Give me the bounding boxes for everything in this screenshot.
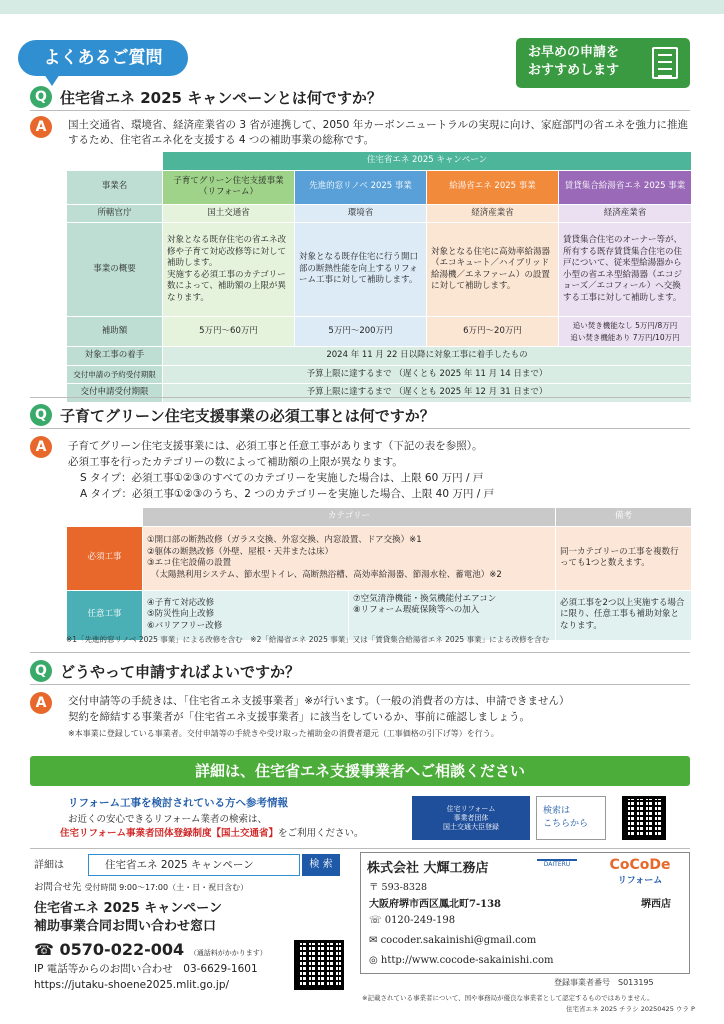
answer-2-line: 子育てグリーン住宅支援事業には、必須工事と任意工事があります（下記の表を参照）。 [68, 440, 483, 452]
optional-item: ⑥バリアフリー改修 [147, 620, 223, 631]
answer-3-line: 交付申請等の手続きは、「住宅省エネ支援事業者」※が行います。（一般の消費者の方は、申請できません） [68, 695, 570, 707]
row-label: 対象工事の着手 [67, 347, 163, 366]
center-name-1: 住宅省エネ 2025 キャンペーン [34, 901, 222, 916]
program-name: 給湯省エネ 2025 事業 [427, 170, 559, 204]
question-1: 住宅省エネ 2025 キャンペーンとは何ですか？ [60, 89, 382, 107]
required-note: 同一カテゴリーの工事を複数行っても1つと数えます。 [556, 526, 692, 590]
question-3: どうやって申請すればよいですか？ [60, 663, 301, 681]
early-apply-text: お早めの申請を おすすめします [528, 45, 620, 78]
divider [30, 652, 690, 653]
row-label: 補助額 [67, 317, 163, 347]
ip-label: IP 電話等からのお問い合わせ [34, 963, 173, 975]
branch-name: 堺西店 [641, 899, 671, 910]
amount: 追い焚き機能なし 5万円/8万円 追い焚き機能あり 7万円/10万円 [559, 317, 692, 347]
answer-1: 国土交通省、環境省、経済産業省の 3 省が連携して、2050 年カーボンニュートラルの実現に向け、家庭部門の省エネを強力に推進するため、住宅省エネ化を支援する 4 つの補助事業の総称です。 [68, 119, 688, 146]
phone-line [34, 940, 267, 963]
divider [30, 428, 690, 429]
campaign-header: 住宅省エネ 2025 キャンペーン [163, 152, 692, 171]
required-item: ①開口部の断熱改修（ガラス交換、外窓交換、内窓設置、ドア交換）※1 [147, 535, 422, 545]
summary: 対象となる既存住宅に行う開口部の断熱性能を向上するリフォーム工事に対して補助します。 [295, 223, 427, 317]
row-label: 交付申請の予約受付期限 [67, 365, 163, 384]
document-code: 住宅省エネ 2025 チラシ 20250425 ウラ P [566, 1005, 695, 1013]
start-condition: 2024 年 11 月 22 日以降に対象工事に着手したもの [163, 347, 692, 366]
q-icon: Q [30, 86, 52, 108]
a-icon: A [30, 116, 52, 138]
optional-item: ④子育て対応改修 [147, 597, 215, 608]
summary: 対象となる既存住宅の省エネ改修や子育て対応改修等に対して補助します。 実施する必須工事のカテゴリー数によって、補助額の上限が異なります。 [163, 223, 295, 317]
phone-icon: ☎ [34, 940, 54, 959]
campaign-url[interactable]: https://jutaku-shoene2025.mlit.go.jp/ [34, 979, 230, 991]
faq-title: よくあるご質問 [18, 40, 188, 76]
answer-2-line: A タイプ：必須工事①②③のうち、2 つのカテゴリーを実施した場合、上限 40 万円 / 戸 [80, 488, 495, 500]
early-apply-badge [516, 38, 690, 88]
qr-code[interactable] [622, 796, 666, 840]
required-item: ②躯体の断熱改修（外壁、屋根・天井または床） [147, 546, 334, 557]
required-item: （太陽熱利用システム、節水型トイレ、高断熱浴槽、高効率給湯器、節湯水栓、蓄電池）※2 [151, 569, 502, 580]
q-icon: Q [30, 404, 52, 426]
q-icon: Q [30, 660, 52, 682]
web-url[interactable]: http://www.cocode-sakainishi.com [380, 955, 554, 966]
required-items [143, 526, 556, 590]
detail-label: 詳細は [34, 860, 64, 871]
note-header: 備考 [556, 508, 692, 527]
answer-3-note: ※本事業に登録している事業者。交付申請等の手続きや受け取った補助金の消費者還元（工事価格の引下げ等）を行う。 [68, 729, 499, 738]
summary: 賃貸集合住宅のオーナー等が、所有する既存賃貸集合住宅の住戸について、従来型給湯器から小型の省エネ型給湯器（エコジョーズ／エコフィール）へ交換する工事に対して補助します。 [559, 223, 692, 317]
optional-item: ⑦空気清浄機能・換気機能付エアコン [353, 593, 497, 604]
ministry: 国土交通省 [163, 204, 295, 223]
document-icon [652, 47, 678, 79]
required-item: ③エコ住宅設備の設置 [147, 558, 232, 568]
row-label: 所轄官庁 [67, 204, 163, 223]
brand-sub: リフォーム [617, 876, 663, 886]
top-band [0, 0, 724, 14]
program-name: 先進的窓リノベ 2025 事業 [295, 170, 427, 204]
optional-item: ⑤防災性向上改修 [147, 609, 215, 620]
phone-icon: ☏ [369, 915, 382, 926]
reform-logo [412, 796, 530, 840]
company-address: 大阪府堺市西区鳳北町7-138 [369, 899, 501, 910]
answer-3-line: 契約を締結する事業者が「住宅省エネ支援事業者」に該当をしているか、事前に確認しましょう。 [68, 711, 530, 723]
reg-number: 登録事業者番号 S013195 [554, 978, 654, 987]
hours-label: お問合せ先 [34, 882, 82, 893]
ministry: 環境省 [295, 204, 427, 223]
ip-number[interactable]: 03-6629-1601 [183, 963, 258, 975]
center-name [34, 900, 222, 936]
program-name: 子育てグリーン住宅支援事業（リフォーム） [163, 170, 295, 204]
brand-logo [597, 857, 683, 897]
row-label: 事業名 [67, 170, 163, 204]
free-dial [369, 915, 455, 926]
free-dial-number[interactable]: 0120-249-198 [384, 915, 456, 926]
ip-phone [34, 962, 258, 977]
company-zip: 〒 593-8328 [369, 882, 428, 893]
phone-number[interactable]: 0570-022-004 [59, 940, 185, 959]
ministry: 経済産業省 [559, 204, 692, 223]
search-input[interactable]: 住宅省エネ 2025 キャンペーン [88, 854, 300, 876]
company-email [369, 935, 536, 946]
optional-items-right [349, 590, 556, 640]
ministry: 経済産業省 [427, 204, 559, 223]
category-header: カテゴリー [143, 508, 556, 527]
reform-line1: お近くの安心できるリフォーム業者の検索は、 [68, 814, 268, 825]
reserve-deadline: 予算上限に達するまで （遅くとも 2025 年 11 月 14 日まで） [163, 365, 692, 384]
amount: 5万円〜200万円 [295, 317, 427, 347]
qr-code[interactable] [294, 940, 344, 990]
company-name: 株式会社 大輝工務店 [367, 861, 489, 876]
center-name-2: 補助事業合同お問い合わせ窓口 [34, 919, 217, 934]
mail-icon: ✉ [369, 935, 378, 946]
program-name: 賃貸集合給湯省エネ 2025 事業 [559, 170, 692, 204]
amount: 5万円〜60万円 [163, 317, 295, 347]
a-icon: A [30, 436, 52, 458]
brand-name: CoCoDe [609, 857, 671, 873]
reform-title: リフォーム工事を検討されている方へ参考情報 [68, 797, 288, 809]
divider [30, 110, 690, 111]
amount: 6万円〜20万円 [427, 317, 559, 347]
reform-line2-text: をご利用ください。 [278, 828, 364, 839]
optional-item: ⑧リフォーム瑕疵保険等への加入 [353, 605, 480, 615]
works-table [66, 507, 692, 641]
contact-hours [34, 880, 248, 895]
campaign-table [66, 151, 692, 403]
disclaimer: ※記載されている事業者について、国や事務局が優良な事業者として認定するものではありません。 [362, 994, 654, 1002]
a-icon: A [30, 692, 52, 714]
company-logo: DAITERU [537, 859, 577, 881]
row-label: 交付申請受付期限 [67, 384, 163, 403]
phone-note: （通話料がかかります） [189, 949, 267, 957]
application-deadline: 予算上限に達するまで （遅くとも 2025 年 12 月 31 日まで） [163, 384, 692, 403]
divider [30, 684, 690, 685]
optional-note: 必須工事を2つ以上実施する場合に限り、任意工事も補助対象となります。 [556, 590, 692, 640]
reform-line2 [60, 826, 364, 841]
divider [30, 848, 690, 849]
reform-logo-text: 住宅リフォーム 事業者団体 国土交通大臣登録 [443, 805, 499, 831]
consult-banner: 詳細は、住宅省エネ支援事業者へご相談ください [30, 756, 690, 786]
required-label: 必須工事 [67, 526, 143, 590]
company-web [369, 955, 554, 966]
row-label: 事業の概要 [67, 223, 163, 317]
answer-2-line: 必須工事を行ったカテゴリーの数によって補助額の上限が異なります。 [68, 456, 403, 468]
globe-icon: ◎ [369, 955, 378, 966]
answer-2-line: S タイプ：必須工事①②③のすべてのカテゴリーを実施した場合は、上限 60 万円 / 戸 [80, 472, 484, 484]
search-button[interactable]: 検 索 [302, 854, 340, 876]
table-footnote: ※1「先進的窓リノベ 2025 事業」による改修を含む ※2「給湯省エネ 2025 事業」又は「賃貸集合給湯省エネ 2025 事業」による改修を含む [66, 635, 550, 644]
email-address[interactable]: cocoder.sakainishi@gmail.com [380, 935, 537, 946]
search-here-box[interactable]: 検索は こちらから [536, 796, 606, 840]
hours-value: 受付時間 9:00〜17:00（土・日・祝日含む） [84, 883, 249, 892]
optional-items-left [143, 590, 349, 640]
company-box [360, 852, 690, 974]
summary: 対象となる住宅に高効率給湯器（エコキュート／ハイブリッド給湯機／エネファーム）の設置に対して補助します。 [427, 223, 559, 317]
divider [30, 397, 690, 398]
reform-link[interactable]: 住宅リフォーム事業者団体登録制度【国土交通省】 [60, 828, 279, 839]
optional-label: 任意工事 [67, 590, 143, 640]
question-2: 子育てグリーン住宅支援事業の必須工事とは何ですか？ [60, 407, 435, 425]
